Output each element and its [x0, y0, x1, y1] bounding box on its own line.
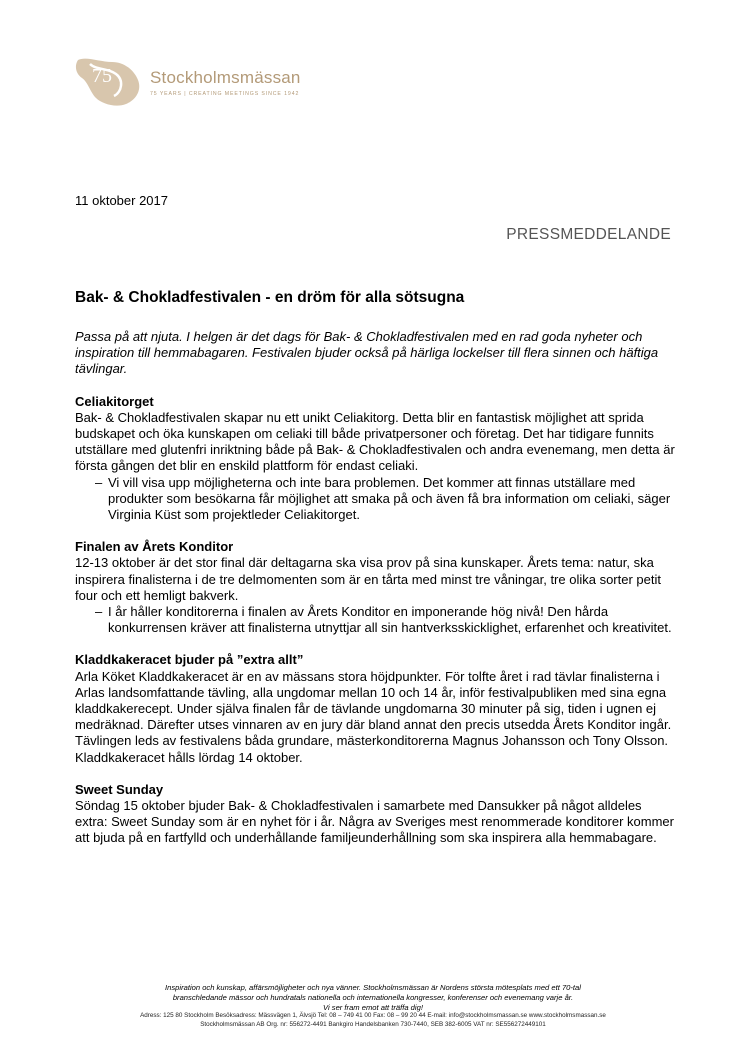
footer-line: Vi ser fram emot att träffa dig!: [323, 1002, 423, 1012]
logo-number: 75: [92, 65, 112, 87]
section-body: Bak- & Chokladfestivalen skapar nu ett unikt Celiakitorg. Detta blir en fantastisk möjlighet att sprida budskapet och öka kunskapen om celiaki till både privatpersoner och företag. Det har tidigare funnits utställare med glutenfri inriktning både på Bak- & Chokladfestivalen och andra evenemang, men detta är första gången det blir en enskild plattform för endast celiaki.: [75, 409, 675, 474]
footer-address: Adress: 125 80 Stockholm Besöksadress: Mässvägen 1, Älvsjö Tel: 08 – 749 41 00 Fax: 08 – 99 20 44 E-mail: info@stockholmsmassan.se www.stockholmsmassan.se: [140, 1012, 606, 1020]
section-kladdkakeracet: [75, 652, 675, 765]
document-kind: PRESSMEDDELANDE: [506, 226, 671, 243]
logo-name: Stockholmsmässan: [150, 68, 301, 87]
footer-line: branschledande mässor och hundratals nationella och internationella kongresser, konferenser och evenemang varje år.: [172, 992, 574, 1002]
section-arets-konditor: [75, 539, 675, 636]
dash-bullet: –: [95, 604, 103, 620]
page-title: Bak- & Chokladfestivalen - en dröm för alla sötsugna: [75, 289, 465, 306]
footer: [40, 983, 706, 1030]
section-heading: Kladdkakeracet bjuder på ”extra allt”: [75, 652, 304, 668]
press-body: [75, 329, 675, 863]
quote-text: Vi vill visa upp möjligheterna och inte bara problemen. Det kommer att finnas utställare med produkter som besökarna får möjlighet att smaka på och även få bra information om celiaki, säger Virginia Küst som projektleder Celiakitorget.: [108, 474, 671, 523]
footer-company: Stockholmsmässan AB Org. nr: 556272-4491 Bankgiro Handelsbanken 730-7440, SEB 382-6005 VAT nr: SE556272449101: [200, 1021, 546, 1029]
section-heading: Celiakitorget: [75, 393, 154, 409]
dash-bullet: –: [95, 474, 103, 490]
section-sweet-sunday: [75, 782, 675, 847]
logo: [70, 52, 340, 112]
quote-text: I år håller konditorerna i finalen av Årets Konditor en imponerande hög nivå! Den hårda konkurrensen kräver att finalisterna utnyttjar all sin hantverksskicklighet, erfarenhet och kreativitet.: [108, 604, 672, 636]
section-quote: [75, 475, 675, 524]
press-date: 11 oktober 2017: [75, 193, 168, 208]
lead-paragraph: Passa på att njuta. I helgen är det dags för Bak- & Chokladfestivalen med en rad goda nyheter och inspiration till hemmabagaren. Festivalen bjuder också på härliga lockelser till flera sinnen och häftiga tävlingar.: [75, 329, 659, 377]
logo-tagline: 75 YEARS | CREATING MEETINGS SINCE 1942: [150, 91, 300, 97]
section-body-extra: Kladdkakeracet hålls lördag 14 oktober.: [75, 749, 303, 765]
footer-line: Inspiration och kunskap, affärsmöjligheter och nya vänner. Stockholmsmässan är Nordens största mötesplats med ett 70-tal: [165, 983, 581, 992]
section-quote: [75, 604, 675, 636]
section-heading: Sweet Sunday: [75, 781, 164, 797]
logo-mark-icon: [70, 52, 150, 112]
section-heading: Finalen av Årets Konditor: [75, 539, 234, 555]
section-celiakitorget: [75, 394, 675, 524]
section-body: Arla Köket Kladdkakeracet är en av mässans stora höjdpunkter. För tolfte året i rad tävlar finalisterna i Arlas landsomfattande tävling, alla ungdomar mellan 10 och 14 år, inför festivalpubliken med sina egna kladdkakerecept. Under själva finalen får de tävlande ungdomarna 30 minuter på sig, tiden i ugnen ej medräknad. Därefter utses vinnaren av en jury där bland annat den precis utsedda Årets Konditor ingår. Tävlingen leds av festivalens båda grundare, mästerkonditorerna Magnus Johansson och Tony Olsson.: [75, 668, 672, 749]
section-body: Söndag 15 oktober bjuder Bak- & Chokladfestivalen i samarbete med Dansukker på något alldeles extra: Sweet Sunday som är en nyhet för i år. Några av Sveriges mest renommerade konditorer kommer att bjuda på en fartfylld och underhållande familjeunderhållning som ska inspirera alla hemmabagare.: [75, 798, 674, 846]
section-body: 12-13 oktober är det stor final där deltagarna ska visa prov på sina kunskaper. Årets tema: natur, ska inspirera finalisterna i de tre delmomenten som är en tårta med minst tre våningar, tre olika sorter petit four och ett hemligt bakverk.: [75, 555, 661, 603]
